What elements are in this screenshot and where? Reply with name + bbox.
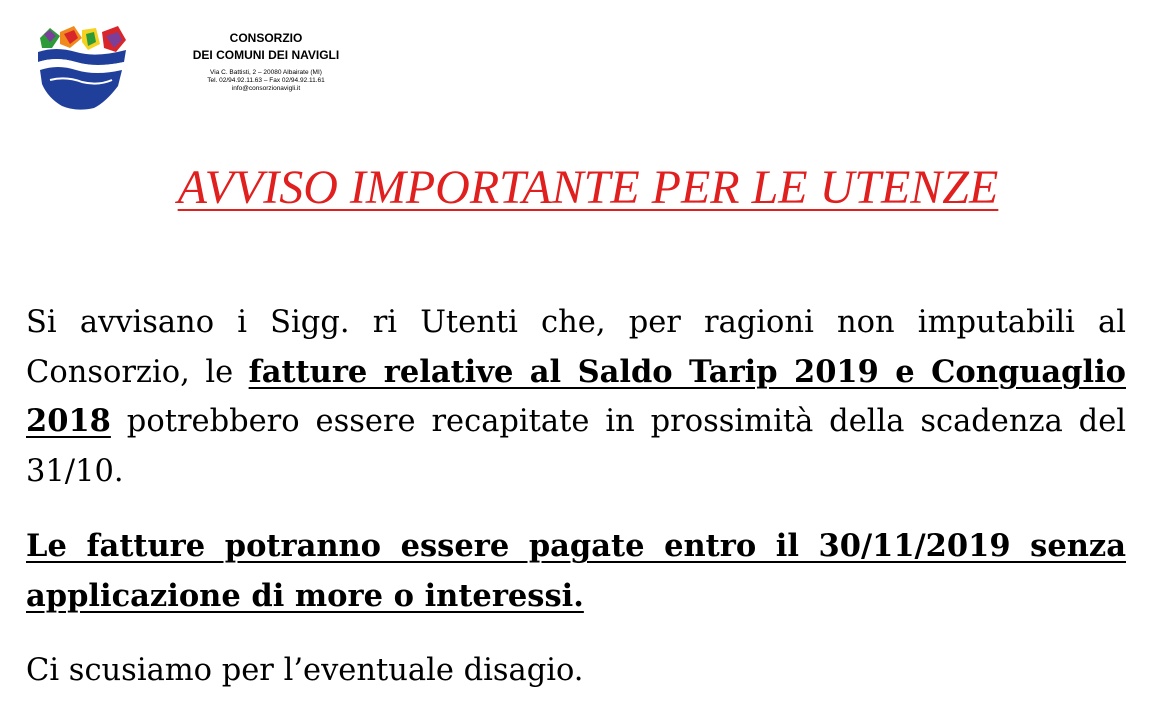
org-email: info@consorzionavigli.it — [231, 85, 301, 92]
notice-paragraph-1: Si avvisano i Sigg. ri Utenti che, per ragioni non imputabili al Consorzio, le fatture relative al Saldo Tarip 2019 e Conguaglio 2018 potrebbero essere recapitate in prossimità della scadenza del 31/10. — [26, 305, 1126, 489]
org-contact — [168, 69, 364, 93]
invoice-reference: fatture relative al Saldo Tarip 2019 e Conguaglio 2018 — [26, 353, 1126, 439]
notice-paragraph-2: Le fatture potranno essere pagate entro il 30/11/2019 senza applicazione di more o interessi. — [26, 528, 1126, 614]
org-name-line2: DEI COMUNI DEI NAVIGLI — [192, 48, 340, 62]
notice-title: AVVISO IMPORTANTE PER LE UTENZE — [177, 161, 999, 214]
notice-paragraph-3: Ci scusiamo per l’eventuale disagio. — [26, 653, 584, 688]
org-name-line1: CONSORZIO — [229, 31, 303, 45]
org-address: Via C. Battisti, 2 – 20080 Albairate (MI) — [210, 69, 322, 76]
org-phone-fax: Tel. 02/94.92.11.63 – Fax 02/94.92.11.61 — [207, 77, 325, 84]
organization-header — [168, 30, 364, 93]
consorzio-logo — [36, 22, 128, 112]
